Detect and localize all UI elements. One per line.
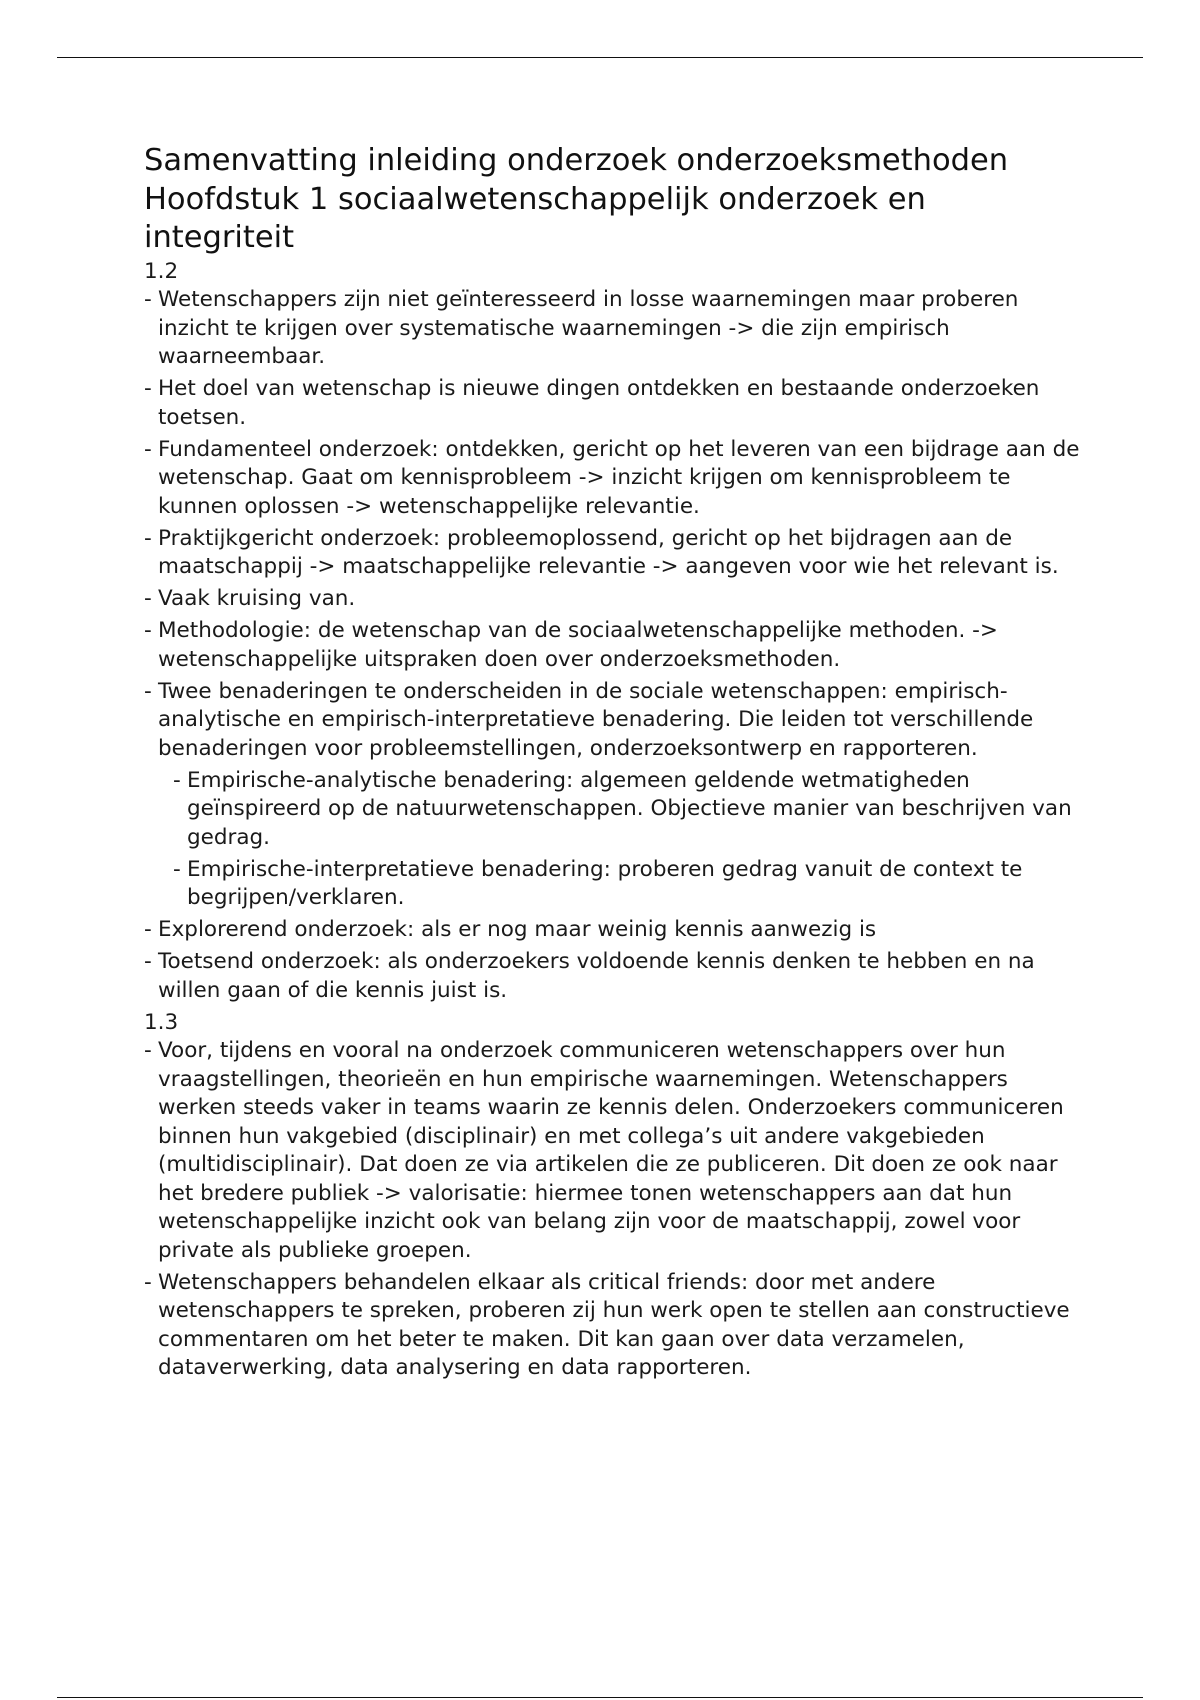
list-item: - Methodologie: de wetenschap van de sociaalwetenschappelijke methoden. -> wetenschappelijke uitspraken doen over onderzoeksmethoden. (144, 617, 1084, 674)
list-item-text: Twee benaderingen te onderscheiden in de sociale wetenschappen: empirisch-analytische en empirisch-interpretatieve benadering. Die leiden tot verschillende benaderingen voor probleemstellingen, onderzoeksontwerp en rapporteren. (158, 678, 1034, 761)
section-label: 1.2 (144, 258, 179, 284)
list-item: - Voor, tijdens en vooral na onderzoek communiceren wetenschappers over hun vraagstellingen, theorieën en hun empirische waarnemingen. Wetenschappers werken steeds vaker in teams waarin ze kennis delen. Onderzoekers communiceren binnen hun vakgebied (disciplinair) en met collega’s uit andere vakgebieden (multidisciplinair). Dat doen ze via artikelen die ze publiceren. Dit doen ze ook naar het bredere publiek -> valorisatie: hiermee tonen wetenschappers aan dat hun wetenschappelijke inzicht ook van belang zijn voor de maatschappij, zowel voor private als publieke groepen. (144, 1037, 1084, 1265)
list-item: - Wetenschappers zijn niet geïnteresseerd in losse waarnemingen maar proberen inzicht te krijgen over systematische waarnemingen -> die zijn empirisch waarneembaar. (144, 286, 1084, 372)
list-item: - Wetenschappers behandelen elkaar als critical friends: door met andere wetenschappers te spreken, proberen zij hun werk open te stellen aan constructieve commentaren om het beter te maken. Dit kan gaan over data verzamelen, dataverwerking, data analysering en data rapporteren. (144, 1269, 1084, 1383)
list-item: - Explorerend onderzoek: als er nog maar weinig kennis aanwezig is (144, 916, 1084, 945)
header-rule (57, 57, 1143, 58)
document-body (144, 142, 1084, 1386)
sub-bullet-list (158, 767, 1084, 913)
bullet-list (144, 1037, 1084, 1383)
section-label: 1.3 (144, 1009, 179, 1035)
list-item: - Het doel van wetenschap is nieuwe dingen ontdekken en bestaande onderzoeken toetsen. (144, 375, 1084, 432)
list-item: - Vaak kruising van. (144, 585, 1084, 614)
list-item: - Praktijkgericht onderzoek: probleemoplossend, gericht op het bijdragen aan de maatschappij -> maatschappelijke relevantie -> aangeven voor wie het relevant is. (144, 525, 1084, 582)
sub-list-item: - Empirische-interpretatieve benadering: proberen gedrag vanuit de context te begrijpen/verklaren. (173, 856, 1084, 913)
bullet-list (144, 286, 1084, 1005)
list-item (144, 678, 1084, 913)
document-title: Samenvatting inleiding onderzoek onderzoeksmethoden Hoofdstuk 1 sociaalwetenschappelijk onderzoek en integriteit (144, 143, 1009, 255)
footer-rule (57, 1697, 1143, 1698)
list-item: - Fundamenteel onderzoek: ontdekken, gericht op het leveren van een bijdrage aan de wetenschap. Gaat om kennisprobleem -> inzicht krijgen om kennisprobleem te kunnen oplossen -> wetenschappelijke relevantie. (144, 436, 1084, 522)
sub-list-item: - Empirische-analytische benadering: algemeen geldende wetmatigheden geïnspireerd op de natuurwetenschappen. Objectieve manier van beschrijven van gedrag. (173, 767, 1084, 853)
list-item: - Toetsend onderzoek: als onderzoekers voldoende kennis denken te hebben en na willen gaan of die kennis juist is. (144, 948, 1084, 1005)
